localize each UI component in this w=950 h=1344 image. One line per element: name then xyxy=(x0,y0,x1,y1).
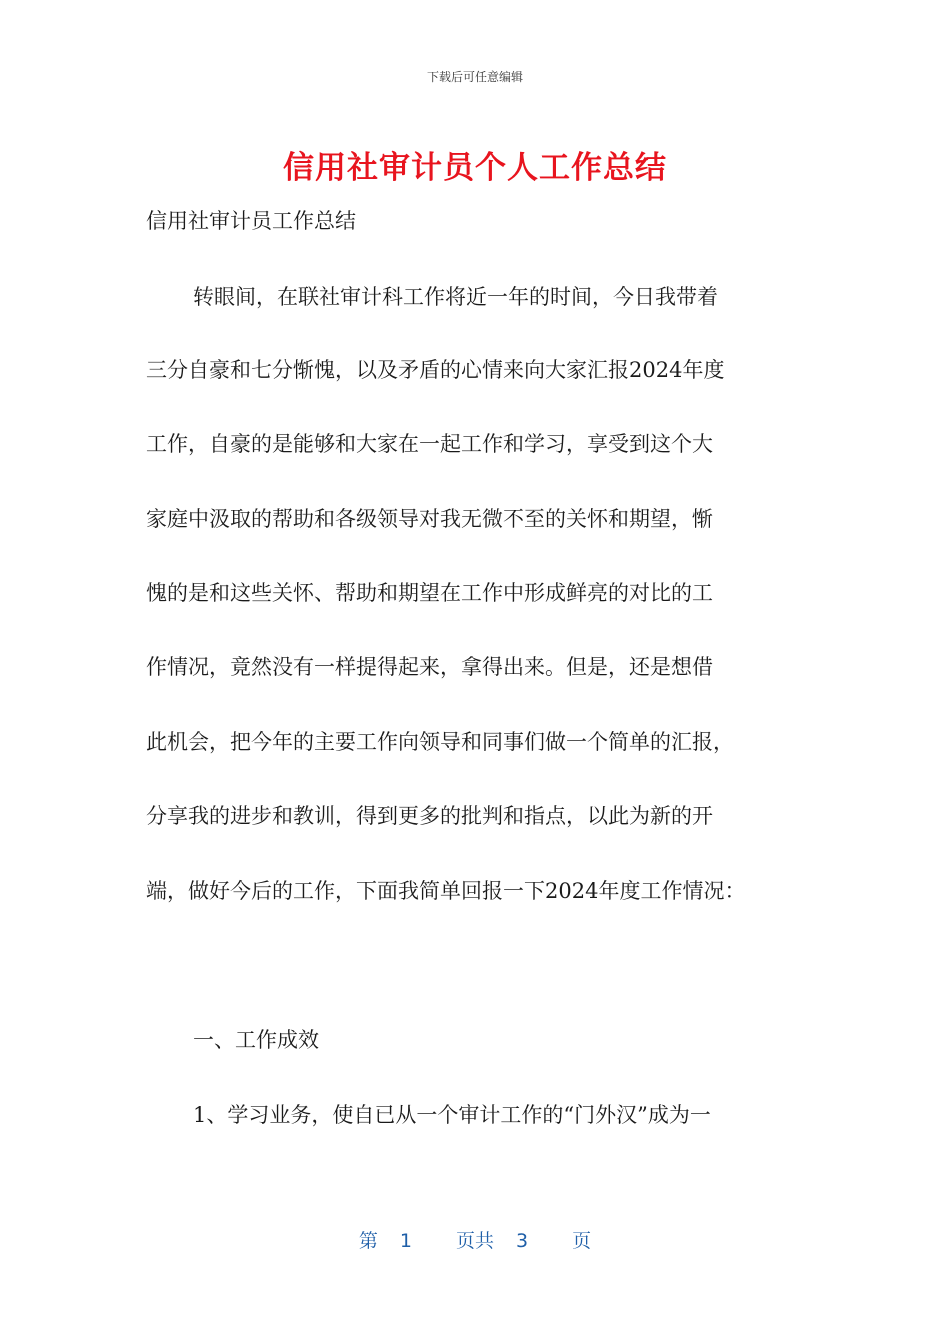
document-title: 信用社审计员个人工作总结 xyxy=(283,150,667,186)
paragraph-line: 工作，自豪的是能够和大家在一起工作和学习，享受到这个大 xyxy=(146,432,713,456)
footer-total-pages: 3 xyxy=(516,1230,529,1252)
page-footer xyxy=(0,1226,950,1253)
paragraph-line: 转眼间，在联社审计科工作将近一年的时间，今日我带着 xyxy=(193,285,718,309)
paragraph-line: 端，做好今后的工作，下面我简单回报一下2024年度工作情况： xyxy=(146,879,746,903)
paragraph-line: 家庭中汲取的帮助和各级领导对我无微不至的关怀和期望，惭 xyxy=(146,507,713,531)
footer-suffix: 页 xyxy=(572,1230,592,1252)
section-heading: 一、工作成效 xyxy=(193,1028,319,1052)
list-item: 1、学习业务，使自已从一个审计工作的“门外汉”成为一 xyxy=(193,1103,711,1127)
footer-page-number: 1 xyxy=(399,1230,412,1252)
paragraph-line: 分享我的进步和教训，得到更多的批判和指点，以此为新的开 xyxy=(146,804,713,828)
paragraph-line: 此机会，把今年的主要工作向领导和同事们做一个简单的汇报， xyxy=(146,730,734,754)
header-note: 下载后可任意编辑 xyxy=(426,70,523,84)
paragraph-line: 愧的是和这些关怀、帮助和期望在工作中形成鲜亮的对比的工 xyxy=(146,581,713,605)
paragraph-line: 三分自豪和七分惭愧，以及矛盾的心情来向大家汇报2024年度 xyxy=(146,358,725,382)
paragraph-line: 作情况，竟然没有一样提得起来，拿得出来。但是，还是想借 xyxy=(146,655,713,679)
footer-prefix: 第 xyxy=(358,1230,378,1252)
footer-middle: 页共 xyxy=(455,1230,494,1252)
document-subtitle: 信用社审计员工作总结 xyxy=(146,209,356,233)
